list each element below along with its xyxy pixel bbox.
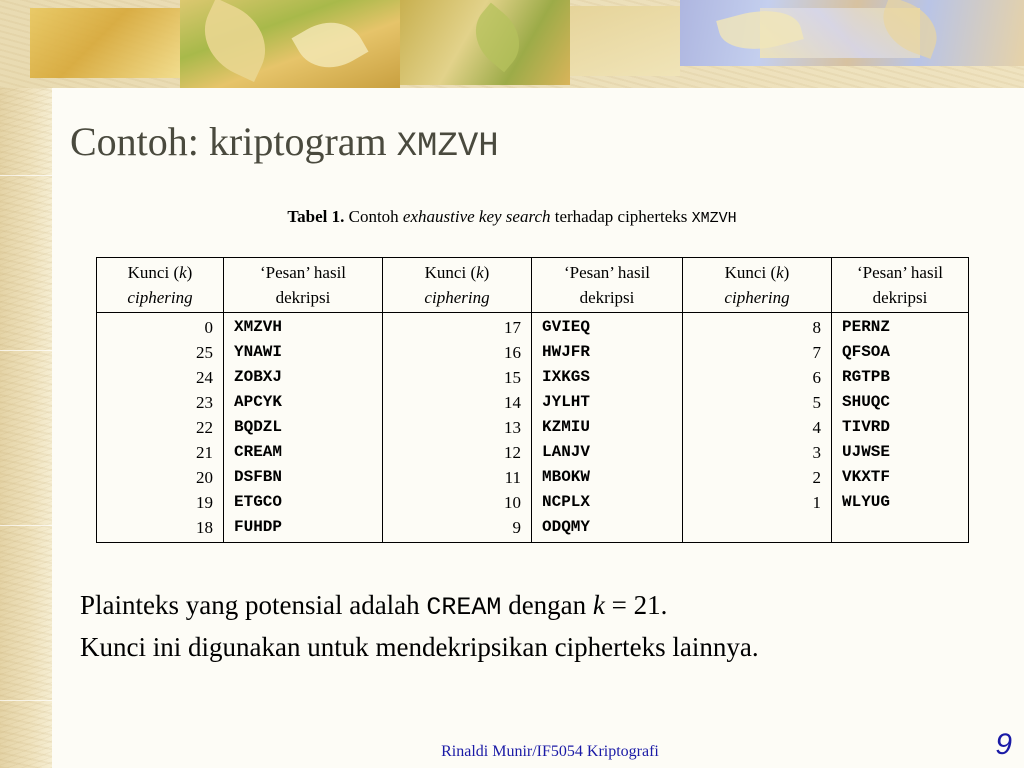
key-header: Kunci (k) ciphering xyxy=(97,258,224,313)
caption-label: Tabel 1. xyxy=(287,207,345,226)
key-value: 24 xyxy=(196,368,213,387)
decrypted-word: TIVRD xyxy=(842,418,891,436)
key-value: 2 xyxy=(812,468,821,487)
plaintext-code: CREAM xyxy=(426,593,502,622)
decrypted-word: BQDZL xyxy=(234,418,283,436)
decrypted-word: JYLHT xyxy=(542,393,591,411)
key-value: 20 xyxy=(196,468,213,487)
key-value: 14 xyxy=(504,393,521,412)
key-value: 12 xyxy=(504,443,521,462)
key-value: 7 xyxy=(812,343,821,362)
key-value: 3 xyxy=(812,443,821,462)
caption-text: Contoh xyxy=(344,207,403,226)
decrypted-word: RGTPB xyxy=(842,368,891,386)
key-value: 6 xyxy=(812,368,821,387)
key-value: 15 xyxy=(504,368,521,387)
slide-title xyxy=(70,118,499,166)
key-column xyxy=(683,313,832,543)
decrypted-word: ODQMY xyxy=(542,518,591,536)
message-column xyxy=(532,313,683,543)
key-value: 16 xyxy=(504,343,521,362)
decrypted-word: FUHDP xyxy=(234,518,283,536)
key-value: 8 xyxy=(812,318,821,337)
decrypted-word: VKXTF xyxy=(842,468,891,486)
decrypted-word: NCPLX xyxy=(542,493,591,511)
decrypted-word: WLYUG xyxy=(842,493,891,511)
decrypted-word: IXKGS xyxy=(542,368,591,386)
decrypted-word: KZMIU xyxy=(542,418,591,436)
decrypted-word: PERNZ xyxy=(842,318,891,336)
table-header-row xyxy=(97,258,969,313)
title-prefix: Contoh: kriptogram xyxy=(70,119,397,164)
key-value: 23 xyxy=(196,393,213,412)
key-column xyxy=(97,313,224,543)
message-header: ‘Pesan’ hasil dekripsi xyxy=(224,258,383,313)
message-column xyxy=(224,313,383,543)
message-column xyxy=(832,313,969,543)
decrypted-word: ETGCO xyxy=(234,493,283,511)
conclusion-text: Plainteks yang potensial adalah xyxy=(80,590,427,620)
key-value: 9 xyxy=(512,518,521,537)
key-value: 25 xyxy=(196,343,213,362)
decrypted-word: UJWSE xyxy=(842,443,891,461)
key-value: 17 xyxy=(504,318,521,337)
key-value: 19 xyxy=(196,493,213,512)
key-value: 18 xyxy=(196,518,213,537)
key-value: 4 xyxy=(812,418,821,437)
caption-ciphertext: XMZVH xyxy=(691,210,737,227)
message-header: ‘Pesan’ hasil dekripsi xyxy=(532,258,683,313)
key-value: 0 xyxy=(204,318,213,337)
decrypted-word: ZOBXJ xyxy=(234,368,283,386)
message-header: ‘Pesan’ hasil dekripsi xyxy=(832,258,969,313)
key-value: 21 xyxy=(196,443,213,462)
decrypted-word: DSFBN xyxy=(234,468,283,486)
decrypted-word: HWJFR xyxy=(542,343,591,361)
key-value: 1 xyxy=(812,493,821,512)
decrypted-word: MBOKW xyxy=(542,468,591,486)
conclusion-text: dengan xyxy=(501,590,593,620)
decrypted-word: LANJV xyxy=(542,443,591,461)
title-ciphertext: XMZVH xyxy=(396,128,499,166)
key-value: 5 xyxy=(812,393,821,412)
key-value: 22 xyxy=(196,418,213,437)
decrypted-word: GVIEQ xyxy=(542,318,591,336)
header-banner xyxy=(0,0,1024,88)
caption-text-2: terhadap cipherteks xyxy=(550,207,692,226)
footer-author: Rinaldi Munir/IF5054 Kriptografi xyxy=(441,743,659,760)
decrypted-word: CREAM xyxy=(234,443,283,461)
key-header: Kunci (k) ciphering xyxy=(683,258,832,313)
key-variable: k xyxy=(592,590,605,620)
key-value: 10 xyxy=(504,493,521,512)
decrypted-word: APCYK xyxy=(234,393,283,411)
key-value: 13 xyxy=(504,418,521,437)
decrypted-word: SHUQC xyxy=(842,393,891,411)
decrypted-word: XMZVH xyxy=(234,318,283,336)
key-value-text: = 21. xyxy=(604,590,668,620)
decrypted-word: YNAWI xyxy=(234,343,283,361)
parchment-strip xyxy=(0,0,52,768)
conclusion-line-1 xyxy=(80,590,667,622)
table-caption xyxy=(0,207,1024,227)
key-column xyxy=(383,313,532,543)
caption-italic: exhaustive key search xyxy=(402,207,551,226)
decrypted-word: QFSOA xyxy=(842,343,891,361)
conclusion-line-2: Kunci ini digunakan untuk mendekripsikan cipherteks lainnya. xyxy=(80,632,759,662)
exhaustive-key-table xyxy=(96,257,969,543)
table-body-row xyxy=(97,313,969,543)
key-header: Kunci (k) ciphering xyxy=(383,258,532,313)
page-number: 9 xyxy=(995,728,1012,761)
key-value: 11 xyxy=(504,468,521,487)
